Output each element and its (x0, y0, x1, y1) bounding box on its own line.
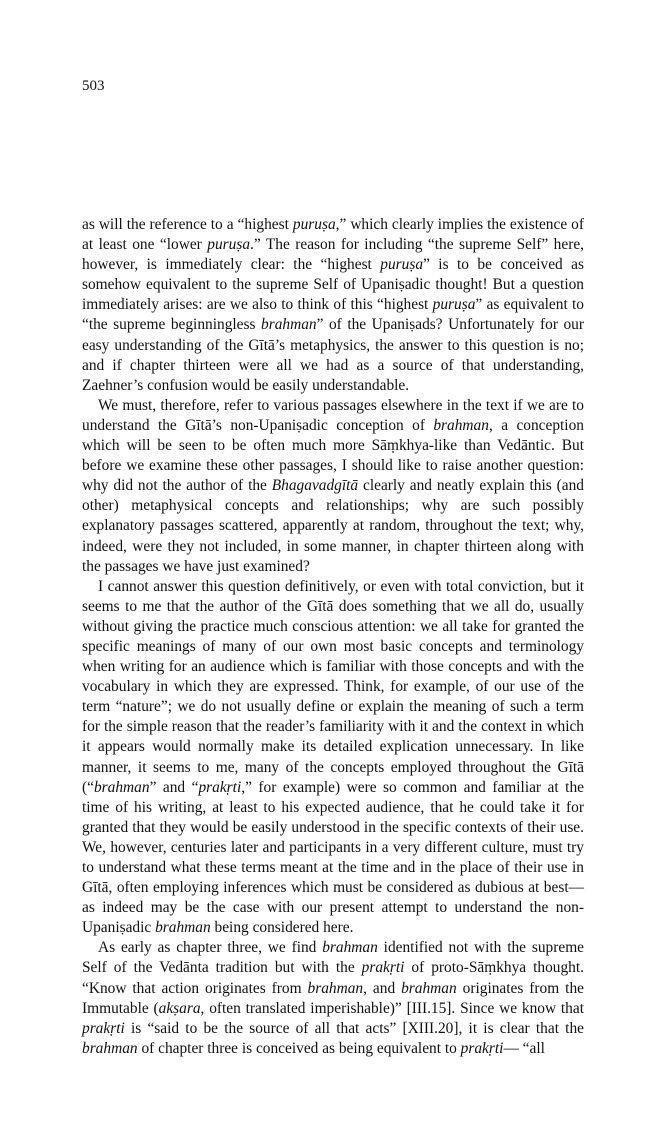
italic-term: prakṛti (198, 778, 242, 796)
italic-term: puruṣa (432, 296, 476, 314)
text-run: identified not with the supreme Self of the Vedānta tradition but with the (82, 939, 585, 977)
text-run: I cannot answer this question definitively, or even with total conviction, but it seems to me that the author of the Gītā does something that we all do, usually without giving the practice much conscious attention: we all take for granted the specific meanings of many of our own most basic concepts and terminology when writing for an audience which is familiar with those concepts and with the vocabulary in which they are expressed. Think, for example, of our use of the term “nature”; we do not usually define or explain the meaning of such a term for the simple reason that the reader’s familiarity with it and the context in which it appears would normally make its detailed explication unnecessary. In like manner, it seems to me, many of the concepts employed throughout the Gītā (“ (82, 577, 584, 796)
italic-term: brahman (433, 416, 489, 434)
text-run: ” of the Upaniṣads? Unfortunately for our easy understanding of the Gītā’s metaphysics, the answer to this question is no; and if chapter thirteen were all we had as a source of that understanding, Zaehner’s confusion would be easily understandable. (82, 316, 584, 394)
italic-term: brahman (155, 919, 211, 937)
text-run: ,” which clearly implies the existence of at least one “lower (82, 216, 584, 254)
body-text (82, 215, 584, 1059)
italic-term: prakṛti (82, 1019, 125, 1037)
italic-term: prakṛti (460, 1039, 504, 1057)
italic-term: brahman (93, 778, 150, 796)
text-run: of proto-Sāṃkhya thought. “Know that action originates from (82, 959, 584, 997)
text-run: ” is to be conceived as somehow equivalent to the supreme Self of Upaniṣadic thought! But a question immediately arises: are we also to think of this “highest (82, 256, 585, 314)
italic-term: brahman (82, 1039, 138, 1057)
text-run: , often translated imperishable)” [III.15]. Since we know that (200, 999, 584, 1017)
italic-term: brahman (261, 316, 317, 334)
italic-term: puruṣa (292, 216, 336, 233)
paragraph (82, 577, 584, 939)
italic-term: Bhagavadgītā (271, 477, 359, 495)
text-run: ” as equivalent to “the supreme beginningless (82, 296, 584, 334)
paragraph (82, 396, 584, 577)
italic-term: brahman (401, 979, 457, 997)
italic-term: puruṣa (207, 236, 251, 254)
text-run: of chapter three is conceived as being equivalent to (137, 1039, 461, 1057)
paragraph (82, 215, 584, 396)
paragraph (82, 938, 584, 1059)
italic-term: akṣara (158, 999, 201, 1017)
text-run: As early as chapter three, we find (98, 939, 323, 957)
text-run: originates from the Immutable ( (82, 979, 584, 1017)
text-run: , a conception which will be seen to be often much more Sāṃkhya-like than Vedāntic. But before we examine these other passages, I should like to raise another question: why did not the author of the (82, 416, 584, 495)
text-run: ” and “ (149, 778, 199, 796)
page-number: 503 (82, 78, 105, 94)
italic-term: brahman (322, 939, 378, 957)
italic-term: brahman (307, 979, 364, 997)
italic-term: puruṣa (380, 256, 424, 274)
text-run: as will the reference to a “highest (82, 216, 293, 233)
text-run: being considered here. (210, 919, 354, 937)
text-run: .” The reason for including “the supreme Self” here, however, is immediately clear: the “highest (82, 236, 584, 274)
text-run: ,” for example) were so common and familiar at the time of his writing, at least to his expected audience, that he could take it for granted that they would be easily understood in the specific contexts of their use. We, however, centuries later and participants in a very different culture, must try to understand what these terms meant at the time and in the place of their use in Gītā, often employing inferences which must be considered as dubious at best—as indeed may be the case with our present attempt to understand the non-Upaniṣadic (82, 778, 584, 937)
text-run: We must, therefore, refer to various passages elsewhere in the text if we are to understand the Gītā’s non-Upaniṣadic conception of (82, 396, 584, 434)
text-run: , and (363, 979, 402, 997)
italic-term: prakṛti (361, 959, 405, 977)
text-run: clearly and neatly explain this (and other) metaphysical concepts and relationships; why are such possibly explanatory passages scattered, apparently at random, throughout the text; why, indeed, were they not included, in some manner, in chapter thirteen along with the passages we have just examined? (82, 477, 584, 575)
text-run: — “all (503, 1039, 545, 1057)
text-run: is “said to be the source of all that acts” [XIII.20], it is clear that the (124, 1019, 584, 1037)
